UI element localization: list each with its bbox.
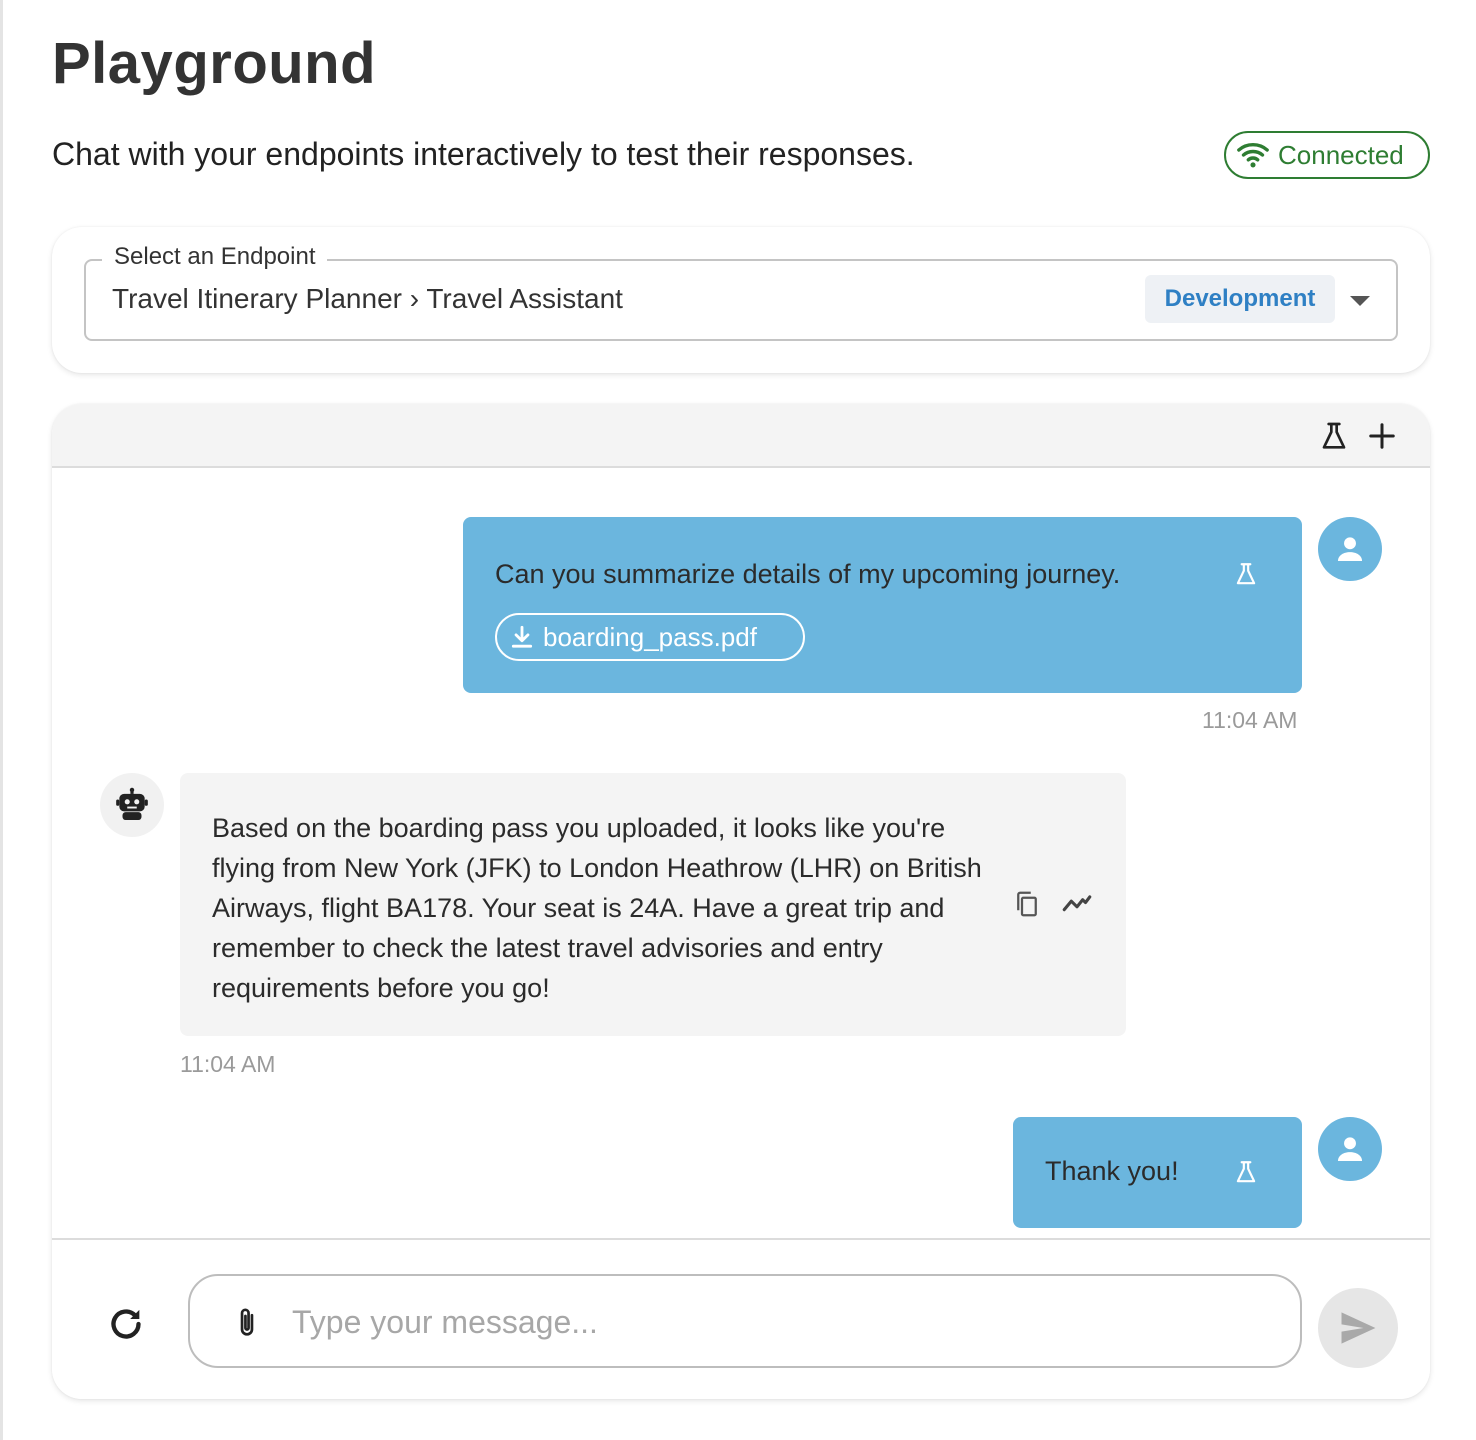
message-text: Can you summarize details of my upcoming journey. — [495, 559, 1121, 589]
endpoint-card — [52, 227, 1430, 373]
test-flask-button[interactable] — [1316, 418, 1352, 454]
attachment-filename: boarding_pass.pdf — [543, 621, 757, 652]
chat-toolbar — [52, 404, 1430, 468]
user-message-bubble — [1013, 1117, 1302, 1228]
person-icon — [1333, 532, 1367, 566]
assistant-message-bubble — [180, 773, 1126, 1036]
chat-panel — [52, 404, 1430, 1399]
message-timestamp: 11:04 AM — [180, 1051, 276, 1077]
connection-status-badge — [1224, 131, 1430, 179]
new-chat-button[interactable] — [1364, 418, 1400, 454]
send-button[interactable] — [1318, 1288, 1398, 1368]
reset-chat-button[interactable] — [106, 1304, 146, 1344]
robot-icon — [113, 786, 151, 824]
assistant-avatar — [100, 773, 164, 837]
trace-button[interactable] — [1060, 887, 1094, 921]
dropdown-arrow-icon[interactable] — [1350, 296, 1370, 306]
message-timestamp: 11:04 AM — [1202, 707, 1298, 733]
endpoint-select-value: Travel Itinerary Planner › Travel Assistant — [112, 283, 623, 314]
person-icon — [1333, 1132, 1367, 1166]
user-avatar — [1318, 1117, 1382, 1181]
copy-icon — [1012, 889, 1042, 919]
message-composer — [52, 1238, 1430, 1399]
endpoint-select-label: Select an Endpoint — [102, 243, 327, 271]
message-text: Thank you! — [1045, 1156, 1179, 1186]
refresh-icon — [106, 1304, 146, 1344]
copy-button[interactable] — [1010, 887, 1044, 921]
flask-icon — [1318, 420, 1350, 452]
attachment-chip[interactable] — [495, 613, 805, 661]
paperclip-icon — [230, 1304, 264, 1342]
flask-icon[interactable] — [1233, 561, 1259, 587]
connection-status-label: Connected — [1278, 139, 1404, 170]
sidebar-edge — [0, 0, 3, 1440]
message-text: Based on the boarding pass you uploaded, it looks like you're flying from New York (JFK) to London Heathrow (LHR) on British Airways, flight BA178. Your seat is 24A. Have a great trip and remember to check the latest travel advisories and entry requirements before you go! — [212, 813, 982, 1003]
message-field — [188, 1274, 1302, 1368]
environment-badge: Development — [1145, 275, 1335, 323]
user-avatar — [1318, 517, 1382, 581]
send-icon — [1336, 1306, 1380, 1350]
message-input[interactable] — [292, 1298, 1252, 1346]
trend-icon — [1060, 887, 1094, 921]
user-message-bubble — [463, 517, 1302, 693]
wifi-icon — [1236, 138, 1270, 172]
page-subtitle: Chat with your endpoints interactively to test their responses. — [52, 136, 915, 172]
plus-icon — [1367, 421, 1397, 451]
endpoint-select[interactable] — [84, 243, 1398, 341]
download-icon — [509, 624, 535, 650]
page-title: Playground — [52, 31, 377, 96]
attach-file-button[interactable] — [230, 1304, 264, 1342]
flask-icon[interactable] — [1233, 1159, 1259, 1185]
